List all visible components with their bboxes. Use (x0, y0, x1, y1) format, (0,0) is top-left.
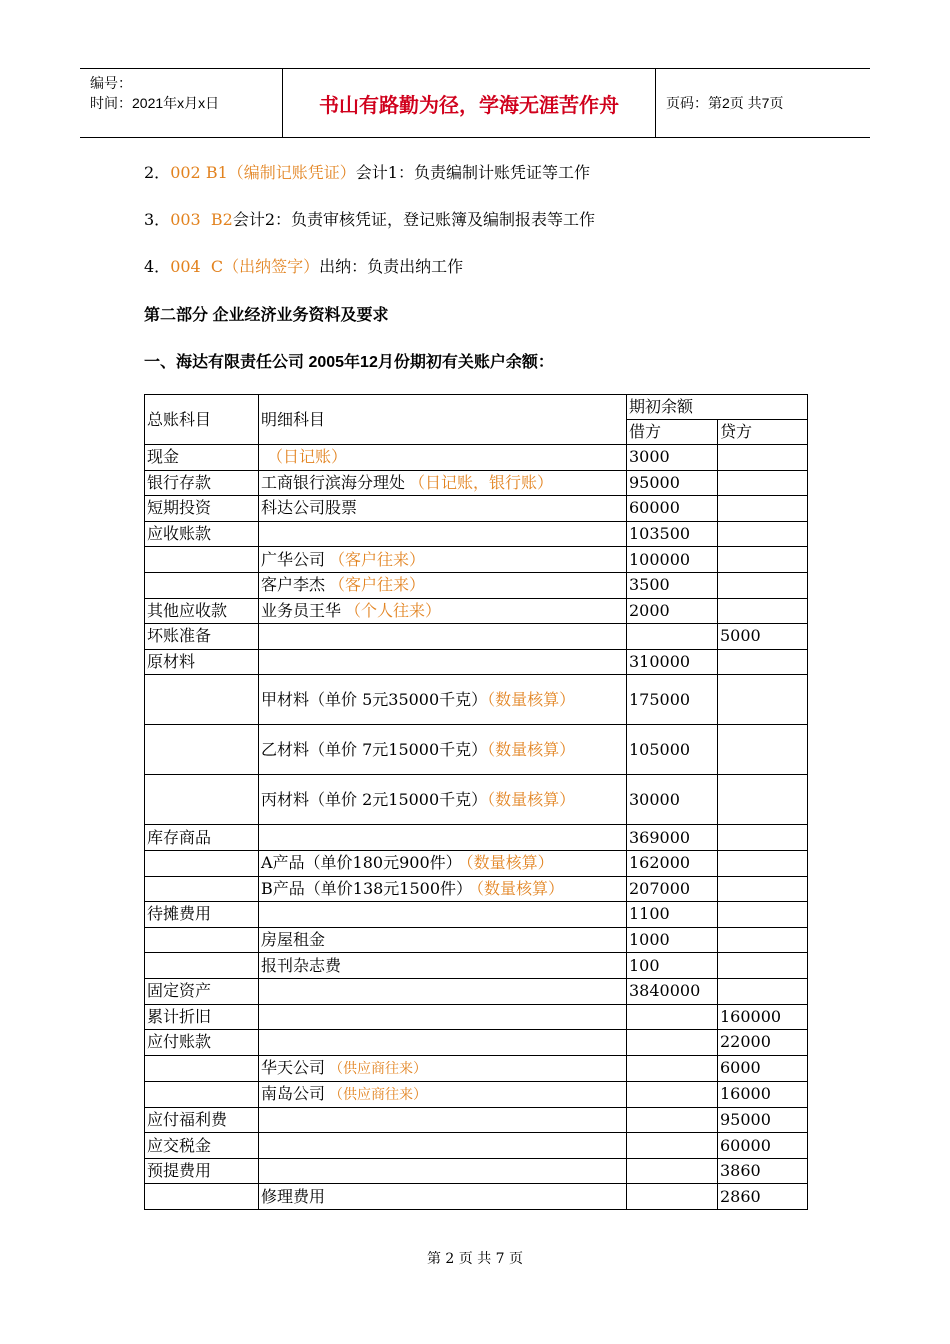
table-row (145, 1030, 808, 1056)
detail-cell (259, 876, 627, 902)
table-row (145, 850, 808, 876)
table-row (145, 521, 808, 547)
col-header-detail: 明细科目 (259, 395, 627, 445)
intro-text: 会计2：负责审核凭证，登记账簿及编制报表等工作 (232, 210, 596, 229)
detail-text: 修理费用 (261, 1186, 326, 1206)
detail-text: 客户李杰 (261, 575, 326, 595)
detail-note: （数量核算） (487, 739, 576, 759)
credit-cell (718, 850, 808, 876)
table-row (145, 624, 808, 650)
credit-cell (718, 572, 808, 598)
detail-text: 科达公司股票 (261, 498, 358, 518)
debit-cell (627, 1004, 718, 1030)
credit-cell (718, 598, 808, 624)
page-header (80, 68, 870, 138)
debit-cell: 1000 (627, 927, 718, 953)
detail-text: 房屋租金 (261, 930, 326, 950)
debit-cell (627, 1081, 718, 1107)
credit-cell (718, 825, 808, 851)
detail-cell (259, 1004, 627, 1030)
account-cell (145, 876, 259, 902)
detail-text: 丙材料（单价 2元15000千克） (261, 789, 488, 809)
detail-note: （日记账，银行账） (409, 472, 554, 492)
debit-cell: 100 (627, 953, 718, 979)
credit-cell (718, 902, 808, 928)
section-title: 第二部分 企业经济业务资料及要求 (144, 307, 389, 324)
detail-cell (259, 521, 627, 547)
account-cell: 坏账准备 (145, 624, 259, 650)
account-cell: 短期投资 (145, 496, 259, 522)
account-cell: 应付福利费 (145, 1107, 259, 1133)
detail-text: 报刊杂志费 (261, 955, 342, 975)
credit-cell (718, 978, 808, 1004)
detail-cell (259, 978, 627, 1004)
debit-cell (627, 1158, 718, 1184)
table-row (145, 1004, 808, 1030)
balance-table (144, 394, 808, 1210)
detail-text: 乙材料（单价 7元15000千克） (261, 739, 488, 759)
detail-cell (259, 927, 627, 953)
table-body (145, 445, 808, 1210)
credit-cell (718, 876, 808, 902)
table-row (145, 953, 808, 979)
credit-cell: 6000 (718, 1055, 808, 1081)
account-cell: 银行存款 (145, 470, 259, 496)
credit-cell (718, 927, 808, 953)
debit-cell (627, 1107, 718, 1133)
header-meta (80, 69, 282, 137)
table-row (145, 547, 808, 573)
detail-text: 广华公司 (261, 549, 326, 569)
detail-note: （日记账） (267, 447, 348, 467)
account-cell (145, 547, 259, 573)
intro-code: 002 B1（编制记账凭证） (170, 163, 356, 182)
account-cell: 应付账款 (145, 1030, 259, 1056)
detail-note: （个人往来） (345, 600, 442, 620)
credit-cell: 160000 (718, 1004, 808, 1030)
credit-cell (718, 445, 808, 471)
account-cell: 现金 (145, 445, 259, 471)
detail-cell (259, 496, 627, 522)
detail-cell (259, 675, 627, 725)
detail-cell (259, 953, 627, 979)
table-row (145, 927, 808, 953)
table-row (145, 496, 808, 522)
debit-cell: 95000 (627, 470, 718, 496)
intro-code: 003 B2 (170, 210, 233, 229)
credit-cell: 5000 (718, 624, 808, 650)
table-row (145, 1081, 808, 1107)
table-row (145, 725, 808, 775)
account-cell: 预提费用 (145, 1158, 259, 1184)
detail-note: （数量核算） (487, 789, 576, 809)
detail-cell (259, 775, 627, 825)
credit-cell (718, 649, 808, 675)
intro-text: 会计1：负责编制计账凭证等工作 (355, 163, 590, 182)
detail-cell (259, 445, 627, 471)
intro-num: 3． (144, 210, 171, 229)
debit-cell: 2000 (627, 598, 718, 624)
debit-cell: 105000 (627, 725, 718, 775)
table-row (145, 978, 808, 1004)
col-header-balance: 期初余额 (627, 395, 808, 420)
table-row (145, 572, 808, 598)
account-cell (145, 927, 259, 953)
header-motto: 书山有路勤为径，学海无涯苦作舟 (282, 69, 656, 137)
credit-cell (718, 470, 808, 496)
credit-cell (718, 953, 808, 979)
intro-code: 004 C（出纳签字） (170, 257, 320, 276)
detail-text: 工商银行滨海分理处 (261, 472, 406, 492)
detail-cell (259, 1030, 627, 1056)
account-cell: 待摊费用 (145, 902, 259, 928)
debit-cell (627, 1055, 718, 1081)
account-cell: 其他应收款 (145, 598, 259, 624)
table-row (145, 1107, 808, 1133)
detail-cell (259, 825, 627, 851)
detail-text: A产品（单价180元900件） (261, 853, 462, 873)
table-row (145, 775, 808, 825)
detail-cell (259, 1184, 627, 1210)
detail-text: B产品（单价138元1500件） (261, 878, 473, 898)
debit-cell (627, 624, 718, 650)
credit-cell: 60000 (718, 1133, 808, 1159)
intro-num: 2． (144, 163, 171, 182)
detail-cell (259, 1158, 627, 1184)
intro-num: 4． (144, 257, 171, 276)
detail-note: （供应商往来） (329, 1060, 428, 1077)
intro-line-2 (144, 160, 590, 183)
detail-note: （客户往来） (329, 549, 426, 569)
account-cell: 应收账款 (145, 521, 259, 547)
detail-cell (259, 649, 627, 675)
debit-cell: 369000 (627, 825, 718, 851)
credit-cell: 16000 (718, 1081, 808, 1107)
detail-note: （供应商往来） (329, 1086, 428, 1103)
table-row (145, 876, 808, 902)
table-row (145, 1184, 808, 1210)
account-cell (145, 953, 259, 979)
debit-cell: 162000 (627, 850, 718, 876)
debit-cell: 30000 (627, 775, 718, 825)
table-row (145, 649, 808, 675)
debit-cell (627, 1030, 718, 1056)
detail-cell (259, 470, 627, 496)
account-cell (145, 725, 259, 775)
account-cell: 原材料 (145, 649, 259, 675)
credit-cell (718, 675, 808, 725)
code-label: 编号： (90, 75, 132, 91)
debit-cell: 103500 (627, 521, 718, 547)
account-cell (145, 850, 259, 876)
credit-cell: 95000 (718, 1107, 808, 1133)
table-row (145, 598, 808, 624)
credit-cell (718, 775, 808, 825)
account-cell (145, 572, 259, 598)
detail-note: （数量核算） (465, 853, 554, 873)
debit-cell: 175000 (627, 675, 718, 725)
table-row (145, 902, 808, 928)
detail-note: （数量核算） (487, 689, 576, 709)
credit-cell (718, 521, 808, 547)
intro-text: 出纳：负责出纳工作 (319, 257, 464, 276)
debit-cell: 207000 (627, 876, 718, 902)
detail-text: 华天公司 (261, 1057, 326, 1077)
credit-cell (718, 547, 808, 573)
account-cell: 应交税金 (145, 1133, 259, 1159)
detail-cell (259, 850, 627, 876)
table-row (145, 675, 808, 725)
account-cell: 固定资产 (145, 978, 259, 1004)
table-row (145, 470, 808, 496)
account-cell (145, 1081, 259, 1107)
detail-cell (259, 1133, 627, 1159)
time-label: 时间：2021年x月x日 (90, 95, 220, 111)
account-cell (145, 1055, 259, 1081)
credit-cell (718, 496, 808, 522)
detail-cell (259, 725, 627, 775)
account-cell (145, 1184, 259, 1210)
credit-cell: 3860 (718, 1158, 808, 1184)
debit-cell: 3500 (627, 572, 718, 598)
subsection-title: 一、海达有限责任公司 2005年12月份期初有关账户余额： (144, 354, 554, 371)
detail-cell (259, 902, 627, 928)
intro-line-4 (144, 254, 463, 277)
debit-cell: 100000 (627, 547, 718, 573)
detail-cell (259, 1081, 627, 1107)
detail-text: 甲材料（单价 5元35000千克） (261, 689, 488, 709)
credit-cell (718, 725, 808, 775)
col-header-account: 总账科目 (145, 395, 259, 445)
account-cell (145, 675, 259, 725)
account-cell: 累计折旧 (145, 1004, 259, 1030)
detail-cell (259, 624, 627, 650)
detail-text: 业务员王华 (261, 600, 342, 620)
account-cell (145, 775, 259, 825)
header-page-number: 页码：第2页 共7页 (666, 95, 784, 111)
debit-cell: 310000 (627, 649, 718, 675)
table-row (145, 1055, 808, 1081)
col-header-debit: 借方 (627, 420, 718, 445)
debit-cell (627, 1133, 718, 1159)
page-footer: 第 2 页 共 7 页 (426, 1251, 524, 1267)
detail-cell (259, 1107, 627, 1133)
debit-cell: 60000 (627, 496, 718, 522)
debit-cell (627, 1184, 718, 1210)
col-header-credit: 贷方 (718, 420, 808, 445)
debit-cell: 3840000 (627, 978, 718, 1004)
credit-cell: 22000 (718, 1030, 808, 1056)
detail-cell (259, 598, 627, 624)
credit-cell: 2860 (718, 1184, 808, 1210)
detail-cell (259, 547, 627, 573)
table-row (145, 825, 808, 851)
detail-text: 南岛公司 (261, 1083, 326, 1103)
table-row (145, 1133, 808, 1159)
debit-cell: 1100 (627, 902, 718, 928)
account-cell: 库存商品 (145, 825, 259, 851)
detail-note: （客户往来） (329, 575, 426, 595)
detail-cell (259, 1055, 627, 1081)
detail-cell (259, 572, 627, 598)
intro-line-3 (144, 207, 595, 230)
table-row (145, 1158, 808, 1184)
detail-note: （数量核算） (476, 878, 565, 898)
debit-cell: 3000 (627, 445, 718, 471)
table-row (145, 445, 808, 471)
